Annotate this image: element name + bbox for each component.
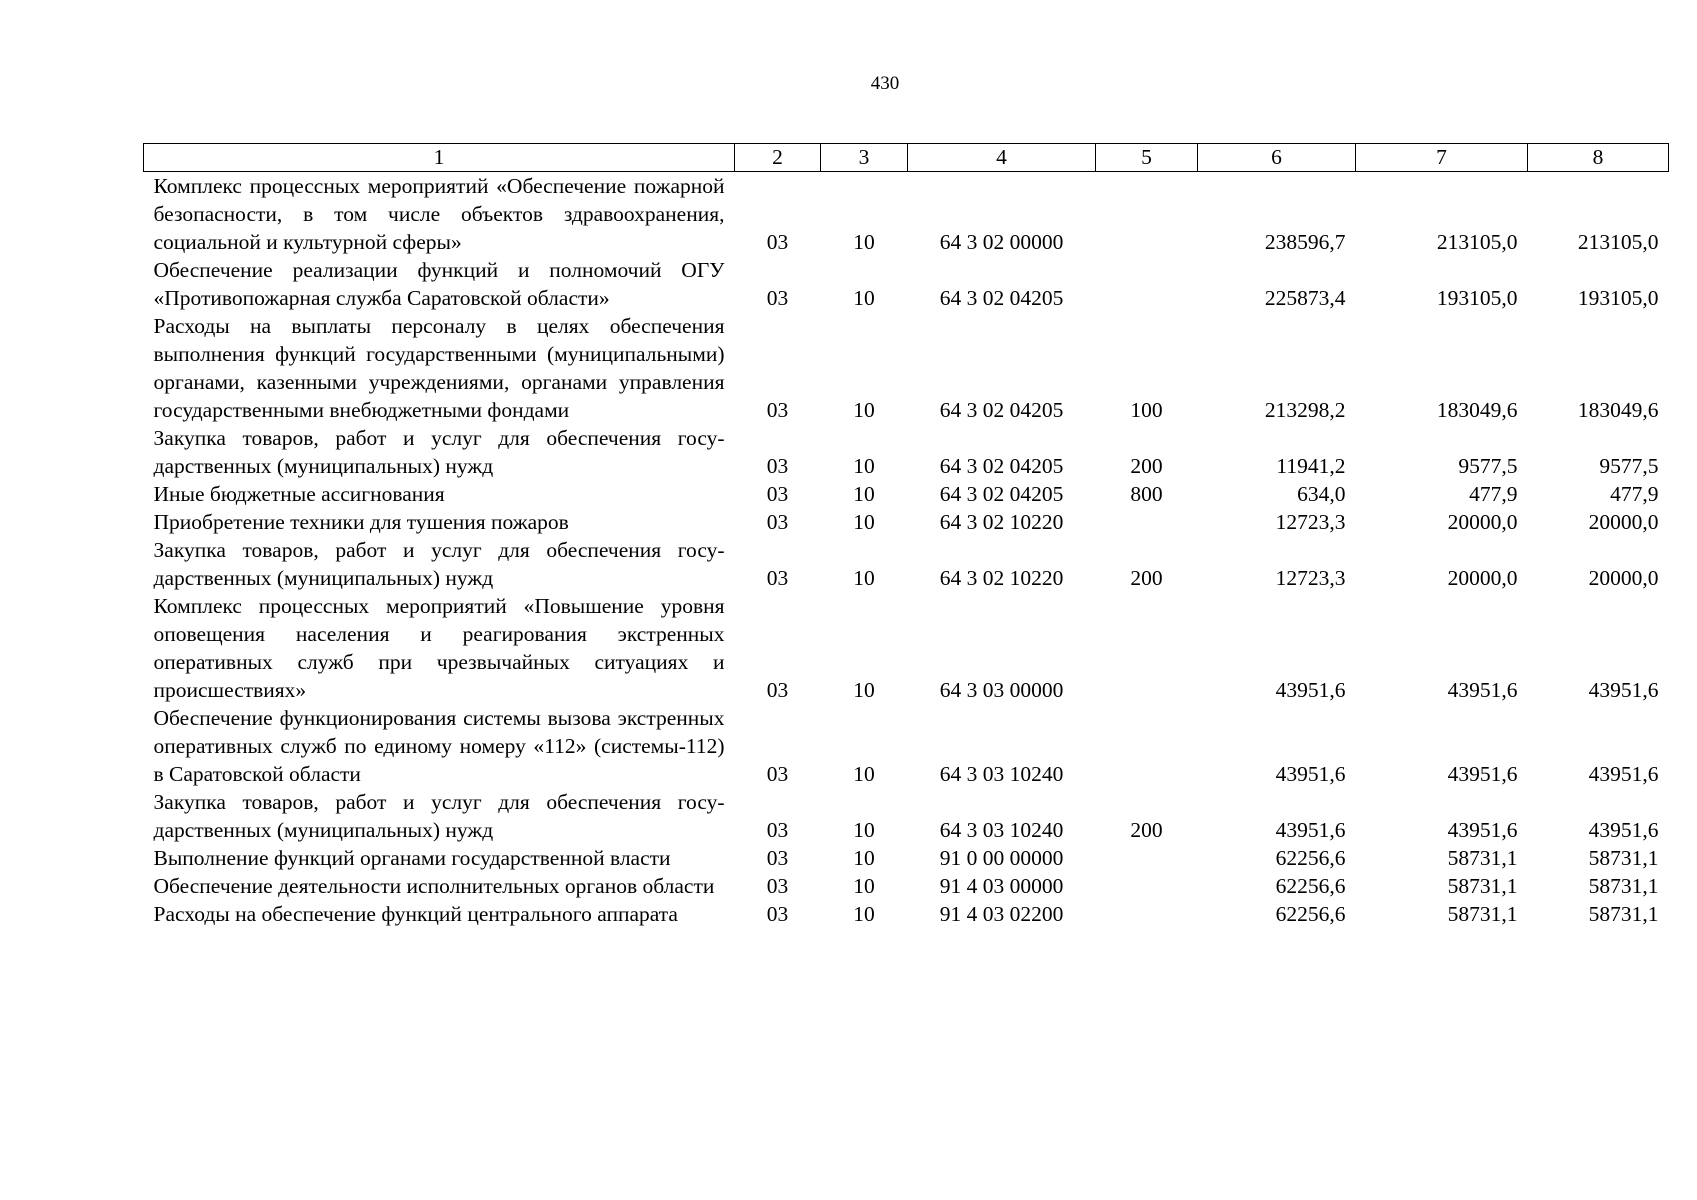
cell-amount-3: 20000,0	[1588, 510, 1659, 534]
cell-subsection: 10	[853, 846, 875, 870]
cell-section: 03	[766, 818, 789, 842]
cell-amount-2: 43951,6	[1447, 818, 1518, 842]
table-row	[144, 592, 1669, 704]
cell-expense-type	[1096, 172, 1198, 257]
cell-amount-1: 634,0	[1297, 482, 1346, 506]
table-row	[144, 536, 1669, 592]
cell-subsection: 10	[853, 286, 875, 310]
row-name: Выполнение функций органами государственной власти	[153, 846, 671, 870]
table-row	[144, 844, 1669, 872]
cell-subsection: 10	[853, 510, 875, 534]
cell-target-code: 64 3 02 04205	[939, 398, 1064, 422]
cell-section: 03	[766, 454, 789, 478]
cell-target-code: 91 4 03 02200	[939, 902, 1064, 926]
cell-section: 03	[766, 398, 789, 422]
cell-section: 03	[766, 510, 789, 534]
cell-expense-type	[1096, 704, 1198, 788]
cell-amount-3: 183049,6	[1577, 398, 1659, 422]
cell-expense-type	[1096, 872, 1198, 900]
row-name: Обеспечение деятельности исполнительных органов области	[153, 874, 715, 898]
header-col-4: 4	[908, 144, 1096, 172]
cell-expense-type	[1096, 508, 1198, 536]
cell-amount-2: 58731,1	[1447, 874, 1518, 898]
row-name: Комплекс процессных мероприятий «Повышение уровня оповещения населения и реагирования экстренных оперативных служб при чрезвычайных ситуациях и происшествиях»	[153, 594, 725, 702]
cell-target-code: 64 3 02 00000	[939, 230, 1064, 254]
cell-amount-3: 9577,5	[1599, 454, 1659, 478]
cell-amount-3: 58731,1	[1588, 902, 1659, 926]
header-col-8: 8	[1528, 144, 1669, 172]
table-row	[144, 788, 1669, 844]
row-name: Расходы на выплаты персоналу в целях обеспечения выполнения функций государственными (муниципальными) органами, казенными учреждениями, органами управления государственными внебюджетными фондами	[153, 314, 725, 422]
cell-subsection: 10	[853, 902, 875, 926]
cell-expense-type: 100	[1130, 398, 1163, 422]
cell-amount-2: 193105,0	[1436, 286, 1518, 310]
table-header	[144, 144, 1669, 172]
cell-section: 03	[766, 566, 789, 590]
cell-target-code: 64 3 02 04205	[939, 482, 1064, 506]
cell-section: 03	[766, 874, 789, 898]
cell-subsection: 10	[853, 678, 875, 702]
table-row	[144, 424, 1669, 480]
cell-section: 03	[766, 902, 789, 926]
cell-amount-2: 183049,6	[1436, 398, 1518, 422]
cell-target-code: 64 3 03 10240	[939, 762, 1064, 786]
table-row	[144, 872, 1669, 900]
cell-amount-1: 43951,6	[1275, 762, 1346, 786]
row-name: Закупка товаров, работ и услуг для обеспечения государственных (муниципальных) нужд	[153, 426, 725, 478]
cell-amount-2: 20000,0	[1447, 566, 1518, 590]
row-name: Приобретение техники для тушения пожаров	[153, 510, 569, 534]
row-name: Комплекс процессных мероприятий «Обеспечение пожарной безопасности, в том числе объектов здравоохранения, социальной и культурной сферы»	[153, 174, 725, 254]
cell-target-code: 91 4 03 00000	[939, 874, 1064, 898]
row-name: Иные бюджетные ассигнования	[153, 482, 445, 506]
table-row	[144, 172, 1669, 257]
page-number: 430	[870, 73, 900, 94]
cell-amount-2: 58731,1	[1447, 846, 1518, 870]
cell-amount-3: 213105,0	[1577, 230, 1659, 254]
row-name: Обеспечение реализации функций и полномочий ОГУ «Противопожарная служба Саратовской области»	[153, 258, 725, 310]
header-col-5: 5	[1096, 144, 1198, 172]
row-name: Обеспечение функционирования системы вызова экстренных оперативных служб по единому номеру «112» (системы-112) в Саратовской области	[153, 706, 725, 786]
cell-expense-type: 200	[1130, 566, 1163, 590]
cell-amount-2: 213105,0	[1436, 230, 1518, 254]
cell-section: 03	[766, 846, 789, 870]
header-col-2: 2	[735, 144, 821, 172]
cell-target-code: 64 3 02 10220	[939, 566, 1064, 590]
row-name: Закупка товаров, работ и услуг для обеспечения государственных (муниципальных) нужд	[153, 790, 725, 842]
cell-section: 03	[766, 286, 789, 310]
cell-amount-2: 43951,6	[1447, 678, 1518, 702]
table-row	[144, 312, 1669, 424]
cell-amount-3: 58731,1	[1588, 846, 1659, 870]
cell-section: 03	[766, 678, 789, 702]
header-col-1: 1	[144, 144, 735, 172]
cell-amount-1: 213298,2	[1264, 398, 1346, 422]
cell-amount-3: 58731,1	[1588, 874, 1659, 898]
cell-subsection: 10	[853, 762, 875, 786]
cell-amount-2: 20000,0	[1447, 510, 1518, 534]
cell-expense-type: 800	[1130, 482, 1163, 506]
cell-expense-type	[1096, 592, 1198, 704]
cell-amount-3: 43951,6	[1588, 818, 1659, 842]
cell-expense-type	[1096, 900, 1198, 928]
cell-subsection: 10	[853, 818, 875, 842]
cell-amount-2: 9577,5	[1458, 454, 1518, 478]
cell-amount-1: 43951,6	[1275, 818, 1346, 842]
cell-amount-3: 43951,6	[1588, 678, 1659, 702]
table-row	[144, 704, 1669, 788]
cell-amount-1: 62256,6	[1275, 846, 1346, 870]
cell-amount-2: 58731,1	[1447, 902, 1518, 926]
header-col-6: 6	[1198, 144, 1356, 172]
cell-target-code: 64 3 02 04205	[939, 286, 1064, 310]
cell-expense-type	[1096, 256, 1198, 312]
cell-target-code: 64 3 03 00000	[939, 678, 1064, 702]
row-name: Расходы на обеспечение функций центрального аппарата	[153, 902, 678, 926]
budget-table	[143, 143, 1669, 928]
cell-amount-1: 62256,6	[1275, 902, 1346, 926]
table-row	[144, 900, 1669, 928]
cell-subsection: 10	[853, 482, 875, 506]
header-col-3: 3	[821, 144, 908, 172]
table-body	[144, 172, 1669, 929]
cell-amount-3: 20000,0	[1588, 566, 1659, 590]
cell-amount-1: 12723,3	[1275, 566, 1346, 590]
cell-expense-type: 200	[1130, 454, 1163, 478]
table-row	[144, 256, 1669, 312]
cell-amount-1: 43951,6	[1275, 678, 1346, 702]
cell-subsection: 10	[853, 566, 875, 590]
cell-target-code: 64 3 02 04205	[939, 454, 1064, 478]
cell-amount-1: 62256,6	[1275, 874, 1346, 898]
cell-target-code: 64 3 02 10220	[939, 510, 1064, 534]
cell-amount-3: 477,9	[1610, 482, 1659, 506]
table-row	[144, 508, 1669, 536]
cell-target-code: 64 3 03 10240	[939, 818, 1064, 842]
cell-amount-1: 225873,4	[1264, 286, 1346, 310]
cell-expense-type	[1096, 844, 1198, 872]
cell-amount-1: 238596,7	[1264, 230, 1346, 254]
cell-amount-2: 477,9	[1469, 482, 1518, 506]
cell-subsection: 10	[853, 454, 875, 478]
row-name: Закупка товаров, работ и услуг для обеспечения государственных (муниципальных) нужд	[153, 538, 725, 590]
cell-amount-1: 11941,2	[1276, 454, 1346, 478]
table-row	[144, 480, 1669, 508]
cell-subsection: 10	[853, 230, 875, 254]
header-col-7: 7	[1356, 144, 1528, 172]
cell-target-code: 91 0 00 00000	[939, 846, 1064, 870]
cell-amount-1: 12723,3	[1275, 510, 1346, 534]
cell-subsection: 10	[853, 874, 875, 898]
cell-section: 03	[766, 230, 789, 254]
header-row	[144, 144, 1669, 172]
cell-expense-type: 200	[1130, 818, 1163, 842]
cell-section: 03	[766, 482, 789, 506]
cell-amount-3: 193105,0	[1577, 286, 1659, 310]
cell-subsection: 10	[853, 398, 875, 422]
cell-section: 03	[766, 762, 789, 786]
cell-amount-3: 43951,6	[1588, 762, 1659, 786]
cell-amount-2: 43951,6	[1447, 762, 1518, 786]
